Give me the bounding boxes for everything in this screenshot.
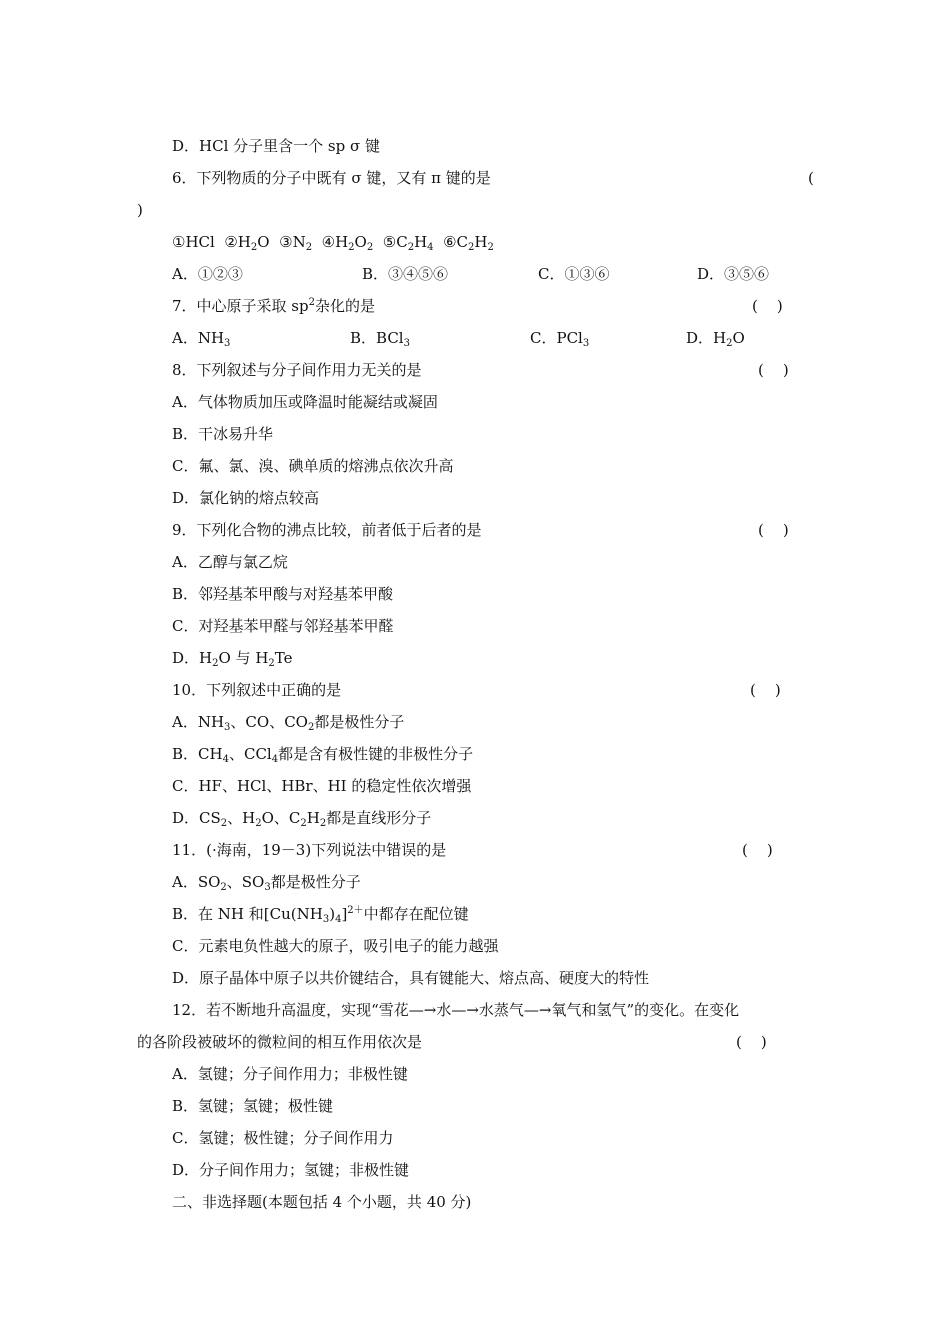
q7-option-c: C．PCl$_3$ (530, 329, 590, 349)
q12-option-a: A．氢键；分子间作用力；非极性键 (172, 1065, 408, 1083)
q9-option-a: A．乙醇与氯乙烷 (172, 553, 288, 571)
q8-option-a: A．气体物质加压或降温时能凝结或凝固 (172, 393, 438, 411)
q6-option-b: B．③④⑤⑥ (362, 265, 449, 283)
q8-option-c: C．氟、氯、溴、碘单质的熔沸点依次升高 (172, 457, 454, 475)
q8-answer-paren: ( ) (758, 361, 789, 379)
q9-option-c: C．对羟基苯甲醛与邻羟基苯甲醛 (172, 617, 394, 635)
q5-option-d: D．HCl 分子里含一个 sp σ 键 (172, 137, 380, 155)
section-heading: 二、非选择题(本题包括 4 个小题，共 40 分) (172, 1193, 472, 1211)
q8-option-b: B．干冰易升华 (172, 425, 274, 443)
q7-option-d: D．$H_2O$ (686, 329, 745, 349)
q10-answer-paren: ( ) (750, 681, 781, 699)
q12-stem-line1: 12．若不断地升高温度，实现“雪花—→水—→水蒸气—→氧气和氢气”的变化。在变化 (172, 1001, 740, 1019)
q12-answer-paren: ( ) (736, 1033, 767, 1051)
q12-option-c: C．氢键；极性键；分子间作用力 (172, 1129, 394, 1147)
q7-option-b: B．BCl$_3$ (350, 329, 410, 349)
q6-paren-open: ( (808, 169, 814, 187)
q7-stem: 7．中心原子采取 $sp^2$杂化的是 (172, 297, 376, 315)
q12-option-b: B．氢键；氢键；极性键 (172, 1097, 334, 1115)
q9-stem: 9．下列化合物的沸点比较，前者低于后者的是 (172, 521, 482, 539)
q7-option-a: A．$NH_3$ (172, 329, 231, 349)
q10-option-a: A．$NH_3$、CO、$CO_2$都是极性分子 (172, 713, 405, 733)
q10-stem: 10．下列叙述中正确的是 (172, 681, 342, 699)
q12-option-d: D．分子间作用力；氢键；非极性键 (172, 1161, 410, 1179)
q6-option-c: C．①③⑥ (538, 265, 610, 283)
q10-option-d: D．$CS_2$、$H_2O$、$C_2H_2$都是直线形分子 (172, 809, 432, 829)
q12-stem-line2: 的各阶段被破坏的微粒间的相互作用依次是 (137, 1033, 423, 1051)
q11-option-b: B．在 NH 和$[Cu(NH_3)_4]^{2+}$中都存在配位键 (172, 905, 469, 925)
q10-option-b: B．$CH_4$、CCl$_4$都是含有极性键的非极性分子 (172, 745, 474, 765)
q6-items: ①HCl $②H_2O$ $③N_2$ $④H_2O_2$ $⑤C_2H_4$ $⑥C_2H_2$ (172, 233, 494, 253)
q7-answer-paren: ( ) (752, 297, 783, 315)
q11-option-d: D．原子晶体中原子以共价键结合，具有键能大、熔点高、硬度大的特性 (172, 969, 650, 987)
q9-option-b: B．邻羟基苯甲酸与对羟基苯甲酸 (172, 585, 394, 603)
q11-option-c: C．元素电负性越大的原子，吸引电子的能力越强 (172, 937, 499, 955)
q9-answer-paren: ( ) (758, 521, 789, 539)
q6-option-a: A．①②③ (172, 265, 243, 283)
q11-stem: 11．(·海南，19－3)下列说法中错误的是 (172, 841, 447, 859)
q8-stem: 8．下列叙述与分子间作用力无关的是 (172, 361, 422, 379)
q6-stem: 6．下列物质的分子中既有 σ 键，又有 π 键的是 (172, 169, 491, 187)
q11-option-a: A．$SO_2$、$SO_3$都是极性分子 (172, 873, 361, 893)
q11-answer-paren: ( ) (742, 841, 773, 859)
q8-option-d: D．氯化钠的熔点较高 (172, 489, 320, 507)
q6-paren-close: ) (137, 201, 143, 219)
q9-option-d: D．$H_2O$ 与 $H_2Te$ (172, 649, 293, 669)
q10-option-c: C．HF、HCl、HBr、HI 的稳定性依次增强 (172, 777, 472, 795)
q6-option-d: D．③⑤⑥ (697, 265, 770, 283)
